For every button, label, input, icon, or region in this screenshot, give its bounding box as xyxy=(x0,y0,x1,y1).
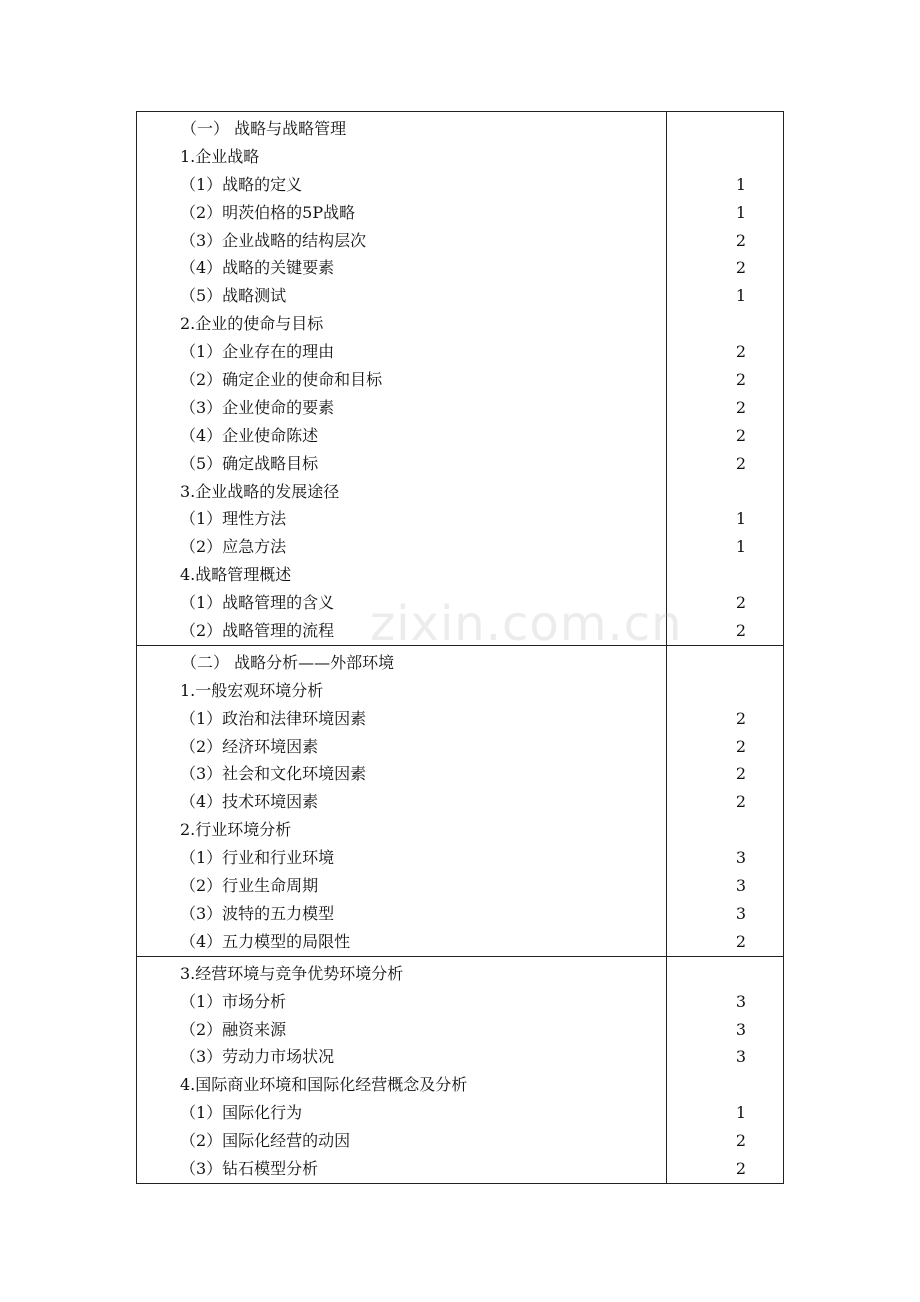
hours-value: 3 xyxy=(735,848,747,868)
hours-value: 2 xyxy=(735,453,747,473)
topic-line: （2）战略管理的流程 xyxy=(180,621,335,641)
hours-value: 3 xyxy=(735,1019,747,1039)
topic-line: （1）行业和行业环境 xyxy=(180,848,335,868)
hours-value: 2 xyxy=(735,342,747,362)
topic-line: 1.一般宏观环境分析 xyxy=(180,680,324,700)
hours-value: 1 xyxy=(735,174,747,194)
table-row xyxy=(137,112,784,646)
hours-value: 2 xyxy=(735,593,747,613)
topic-line: （4）企业使命陈述 xyxy=(180,425,319,445)
table-body xyxy=(137,112,784,1184)
topic-line: （2）应急方法 xyxy=(180,537,287,557)
topic-line: 3.企业战略的发展途径 xyxy=(180,481,340,501)
topic-line: （5）战略测试 xyxy=(180,286,287,306)
topic-cell xyxy=(137,112,667,646)
hours-value: 2 xyxy=(735,764,747,784)
hours-value: 3 xyxy=(735,991,747,1011)
hours-value: 2 xyxy=(735,258,747,278)
table-row xyxy=(137,645,784,956)
hours-cell xyxy=(667,956,784,1183)
topic-line: （1）战略管理的含义 xyxy=(180,593,335,613)
hours-value xyxy=(667,310,783,338)
topic-line: （3）劳动力市场状况 xyxy=(180,1047,335,1067)
hours-value: 1 xyxy=(735,202,747,222)
hours-value: 1 xyxy=(735,537,747,557)
hours-value: 2 xyxy=(735,736,747,756)
hours-value: 2 xyxy=(735,621,747,641)
hours-value: 1 xyxy=(735,286,747,306)
hours-value xyxy=(667,649,783,677)
topic-cell xyxy=(137,645,667,956)
hours-value: 1 xyxy=(735,1103,747,1123)
topic-line: 3.经营环境与竞争优势环境分析 xyxy=(180,963,404,983)
hours-value: 2 xyxy=(735,397,747,417)
hours-value xyxy=(667,478,783,506)
hours-value: 2 xyxy=(735,1158,747,1178)
hours-value: 2 xyxy=(735,792,747,812)
topic-line: （4）技术环境因素 xyxy=(180,792,319,812)
hours-cell xyxy=(667,645,784,956)
hours-value: 2 xyxy=(735,708,747,728)
hours-value: 2 xyxy=(735,425,747,445)
topic-line: （1）市场分析 xyxy=(180,991,287,1011)
outline-table xyxy=(136,111,784,1184)
topic-line: （3）钻石模型分析 xyxy=(180,1158,319,1178)
hours-value xyxy=(667,816,783,844)
hours-value: 3 xyxy=(735,903,747,923)
topic-line: （2）行业生命周期 xyxy=(180,876,319,896)
hours-value xyxy=(667,677,783,705)
topic-line: （2）确定企业的使命和目标 xyxy=(180,370,383,390)
topic-cell xyxy=(137,956,667,1183)
topic-line: （二） 战略分析——外部环境 xyxy=(181,652,395,672)
topic-line: （3）波特的五力模型 xyxy=(180,903,335,923)
topic-line: （2）经济环境因素 xyxy=(180,736,319,756)
hours-value: 3 xyxy=(735,1047,747,1067)
hours-value xyxy=(667,561,783,589)
hours-cell xyxy=(667,112,784,646)
topic-line: （1）理性方法 xyxy=(180,509,287,529)
topic-line: （2）国际化经营的动因 xyxy=(180,1131,351,1151)
hours-value xyxy=(667,960,783,988)
topic-line: （1）国际化行为 xyxy=(180,1103,303,1123)
topic-line: （1）政治和法律环境因素 xyxy=(180,708,367,728)
topic-line: （1）企业存在的理由 xyxy=(180,342,335,362)
topic-line: （2）融资来源 xyxy=(180,1019,287,1039)
topic-line: （一） 战略与战略管理 xyxy=(181,119,347,138)
topic-line: （3）社会和文化环境因素 xyxy=(180,764,367,784)
hours-value xyxy=(667,1071,783,1099)
topic-line: （1）战略的定义 xyxy=(180,174,303,194)
topic-line: 4.战略管理概述 xyxy=(180,565,292,585)
hours-value: 2 xyxy=(735,931,747,951)
topic-line: （2）明茨伯格的5P战略 xyxy=(180,202,356,222)
hours-value: 2 xyxy=(735,370,747,390)
topic-line: 2.行业环境分析 xyxy=(180,820,292,840)
hours-value: 3 xyxy=(735,876,747,896)
topic-line: 4.国际商业环境和国际化经营概念及分析 xyxy=(180,1075,468,1095)
topic-line: （4）五力模型的局限性 xyxy=(180,931,351,951)
hours-value xyxy=(667,115,783,143)
table-row xyxy=(137,956,784,1183)
topic-line: （3）企业使命的要素 xyxy=(180,397,335,417)
hours-value: 2 xyxy=(735,230,747,250)
topic-line: 1.企业战略 xyxy=(180,146,260,166)
topic-line: 2.企业的使命与目标 xyxy=(180,314,324,334)
watermark: zixin.com.cn xyxy=(370,596,683,652)
hours-value: 2 xyxy=(735,1131,747,1151)
topic-line: （3）企业战略的结构层次 xyxy=(180,230,367,250)
hours-value xyxy=(667,143,783,171)
hours-value: 1 xyxy=(735,509,747,529)
topic-line: （4）战略的关键要素 xyxy=(180,258,335,278)
topic-line: （5）确定战略目标 xyxy=(180,453,319,473)
